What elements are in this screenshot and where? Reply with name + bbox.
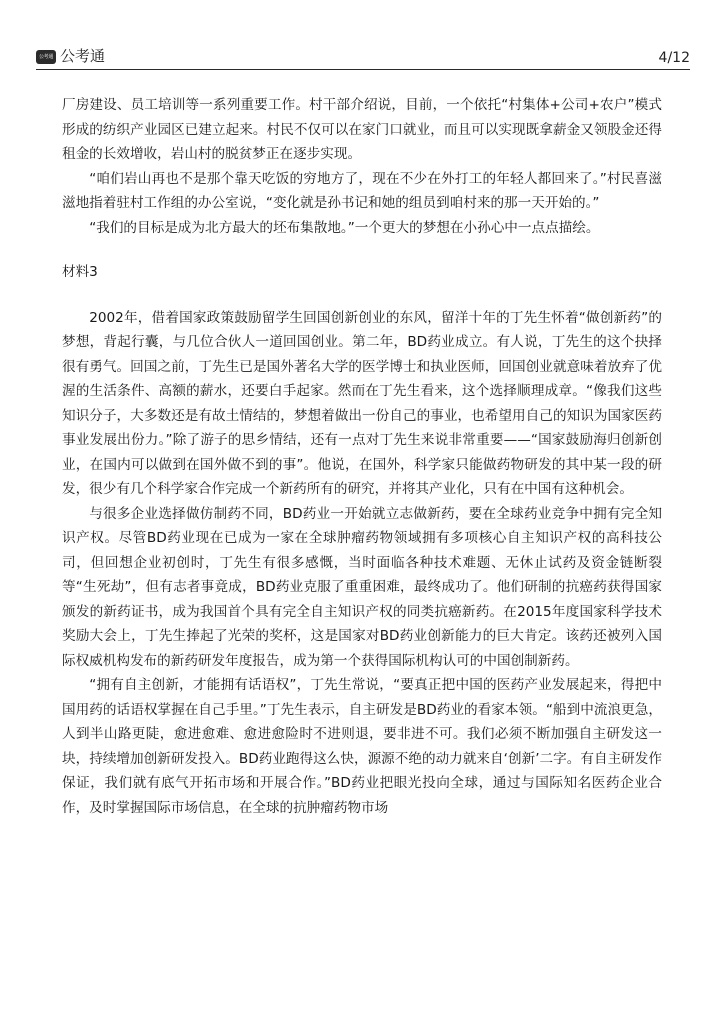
brand-name: 公考通 [60,47,106,65]
brand-logo: 公考通 [36,50,56,64]
paragraph-2: “咱们岩山再也不是那个靠天吃饭的穷地方了，现在不少在外打工的年轻人都回来了。”村民喜滋滋地指着驻村工作组的办公室说，“变化就是孙书记和她的组员到咱村来的那一天开始的。” [62,170,662,211]
paragraph-4: 2002年，借着国家政策鼓励留学生回国创新创业的东风，留洋十年的丁先生怀着“做创新药”的梦想，背起行囊，与几位合伙人一道回国创业。第二年，BD药业成立。有人说，丁先生的这个抉择很有勇气。回国之前，丁先生已是国外著名大学的医学博士和执业医师，回国创业就意味着放弃了优渥的生活条件、高额的薪水，还要白手起家。然而在丁先生看来，这个选择顺理成章。“像我们这些知识分子，大多数还是有故土情结的，梦想着做出一份自己的事业，也希望用自己的知识为国家医药事业发展出份力。”除了游子的思乡情结，还有一点对丁先生来说非常重要——“国家鼓励海归创新创业，在国内可以做到在国外做不到的事”。他说，在国外，科学家只能做药物研发的其中某一段的研发，很少有几个科学家合作完成一个新药所有的研究，并将其产业化，只有在中国有这种机会。 [62,309,662,497]
paragraph-6: “拥有自主创新，才能拥有话语权”，丁先生常说，“要真正把中国的医药产业发展起来，得把中国用药的话语权掌握在自己手里。”丁先生表示，自主研发是BD药业的看家本领。“船到中流浪更急，人到半山路更陡，愈进愈难、愈进愈险时不进则退，要非进不可。我们必须不断加强自主研发这一块，持续增加创新研发投入。BD药业跑得这么快，源源不绝的动力就来自‘创新’二字。有自主研发作保证，我们就有底气开拓市场和开展合作。”BD药业把眼光投向全球，通过与国际知名医药企业合作，及时掌握国际市场信息，在全球的抗肿瘤药物市场 [62,677,662,816]
page-number: 4/12 [658,50,690,66]
paragraph-3: “我们的目标是成为北方最大的坯布集散地。”一个更大的梦想在小孙心中一点点描绘。 [89,219,600,236]
document-body [62,93,662,820]
paragraph-1: 厂房建设、员工培训等一系列重要工作。村干部介绍说，目前，一个依托“村集体+公司+农户”模式形成的纺织产业园区已建立起来。村民不仅可以在家门口就业，而且可以实现既拿薪金又领股金还得租金的长效增收，岩山村的脱贫梦正在逐步实现。 [62,97,662,162]
header-divider [36,69,690,70]
page-header [36,44,690,70]
section-heading: 材料3 [62,264,98,280]
paragraph-5: 与很多企业选择做仿制药不同，BD药业一开始就立志做新药，要在全球药业竞争中拥有完全知识产权。尽管BD药业现在已成为一家在全球肿瘤药物领域拥有多项核心自主知识产权的高科技公司，但回想企业初创时，丁先生有很多感慨，当时面临各种技术难题、无休止试药及资金链断裂等“生死劫”，但有志者事竟成，BD药业克服了重重困难，最终成功了。他们研制的抗癌药获得国家颁发的新药证书，成为我国首个具有完全自主知识产权的同类抗癌新药。在2015年度国家科学技术奖励大会上，丁先生捧起了光荣的奖杯，这是国家对BD药业创新能力的巨大肯定。该药还被列入国际权威机构发布的新药研发年度报告，成为第一个获得国际机构认可的中国创制新药。 [62,505,662,669]
